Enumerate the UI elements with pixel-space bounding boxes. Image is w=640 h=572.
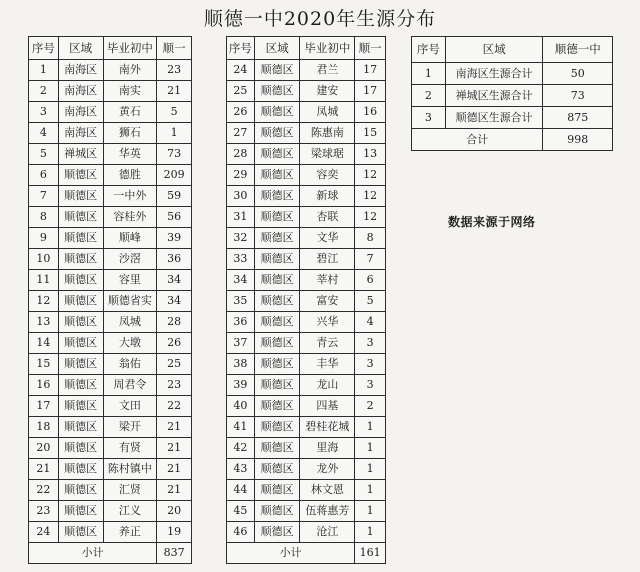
table-cell: 22 (157, 396, 192, 417)
table-row (227, 123, 386, 144)
table-row (29, 102, 192, 123)
table-cell: 13 (355, 144, 386, 165)
table-cell: 2 (412, 85, 446, 107)
table-row (227, 459, 386, 480)
table-row (227, 249, 386, 270)
table-cell: 周君令 (103, 375, 157, 396)
table-cell: 9 (29, 228, 59, 249)
table-cell: 容里 (103, 270, 157, 291)
table-cell: 顺德区 (254, 186, 300, 207)
table-cell: 7 (355, 249, 386, 270)
table-cell: 君兰 (300, 60, 355, 81)
table-cell: 1 (355, 459, 386, 480)
table-cell: 32 (227, 228, 255, 249)
subtotal-row (227, 543, 386, 564)
table-row (29, 375, 192, 396)
table-cell: 10 (29, 249, 59, 270)
table-cell: 40 (227, 396, 255, 417)
table-cell: 27 (227, 123, 255, 144)
table-row (29, 270, 192, 291)
table-cell: 12 (355, 165, 386, 186)
table-cell: 19 (157, 522, 192, 543)
table-cell: 24 (29, 522, 59, 543)
table-cell: 1 (355, 417, 386, 438)
table-cell: 养正 (103, 522, 157, 543)
table-cell: 顺德区 (254, 501, 300, 522)
table-cell: 6 (355, 270, 386, 291)
table-cell: 73 (157, 144, 192, 165)
table-cell: 42 (227, 438, 255, 459)
table-cell: 顺德区 (254, 123, 300, 144)
table-cell: 1 (355, 501, 386, 522)
table-cell: 25 (227, 81, 255, 102)
table-cell: 31 (227, 207, 255, 228)
column-header: 区域 (445, 37, 543, 63)
table-cell: 17 (355, 60, 386, 81)
table-cell: 12 (355, 186, 386, 207)
table-cell: 新球 (300, 186, 355, 207)
table-row (29, 291, 192, 312)
table-cell: 顺德区 (58, 207, 103, 228)
table-cell: 顺德区 (254, 207, 300, 228)
column-header: 顺德一中 (543, 37, 613, 63)
table-cell: 顺德区 (58, 375, 103, 396)
table-cell: 73 (543, 85, 613, 107)
table-cell: 18 (29, 417, 59, 438)
summary-table (411, 36, 613, 151)
table-cell: 青云 (300, 333, 355, 354)
table-cell: 1 (412, 63, 446, 85)
table-row (227, 270, 386, 291)
table-row (29, 312, 192, 333)
table-row (227, 228, 386, 249)
table-cell: 凤城 (300, 102, 355, 123)
table-cell: 21 (157, 417, 192, 438)
table-cell: 22 (29, 480, 59, 501)
table-row (227, 480, 386, 501)
table-cell: 容奕 (300, 165, 355, 186)
table-cell: 38 (227, 354, 255, 375)
table-cell: 一中外 (103, 186, 157, 207)
table-cell: 41 (227, 417, 255, 438)
table-cell: 顺德区 (58, 522, 103, 543)
table-cell: 顺德区 (58, 501, 103, 522)
table-row (227, 81, 386, 102)
table-cell: 45 (227, 501, 255, 522)
table-row (227, 144, 386, 165)
subtotal-row (29, 543, 192, 564)
table-row (29, 144, 192, 165)
table-cell: 顺德区 (254, 354, 300, 375)
column-header: 毕业初中 (103, 37, 157, 60)
table-cell: 南海区 (58, 60, 103, 81)
table-row (227, 438, 386, 459)
table-row (227, 102, 386, 123)
table-cell: 顺德区 (58, 270, 103, 291)
source-note: 数据来源于网络 (448, 215, 536, 229)
table-row (29, 81, 192, 102)
table-cell: 四基 (300, 396, 355, 417)
table-cell: 文华 (300, 228, 355, 249)
table-cell: 875 (543, 107, 613, 129)
table-row (227, 522, 386, 543)
table-cell: 华英 (103, 144, 157, 165)
table-cell: 23 (29, 501, 59, 522)
table-cell: 209 (157, 165, 192, 186)
table-cell: 顺德区 (58, 354, 103, 375)
table-cell: 39 (157, 228, 192, 249)
table-cell: 15 (355, 123, 386, 144)
subtotal-row-value: 837 (157, 543, 192, 564)
table-row (29, 396, 192, 417)
table-cell: 顺德区 (254, 249, 300, 270)
table-cell: 禅城区 (58, 144, 103, 165)
column-header: 顺一 (355, 37, 386, 60)
table-row (227, 60, 386, 81)
table-cell: 44 (227, 480, 255, 501)
table-row (29, 459, 192, 480)
table-cell: 莘村 (300, 270, 355, 291)
table-cell: 碧江 (300, 249, 355, 270)
table-cell: 5 (157, 102, 192, 123)
table-cell: 顺德区 (254, 480, 300, 501)
table-cell: 南海区 (58, 81, 103, 102)
table-cell: 沙滘 (103, 249, 157, 270)
column-header: 序号 (412, 37, 446, 63)
table-cell: 凤城 (103, 312, 157, 333)
table-cell: 南海区生源合计 (445, 63, 543, 85)
table-cell: 33 (227, 249, 255, 270)
subtotal-row-label: 小计 (29, 543, 157, 564)
middle-table (226, 36, 386, 564)
table-cell: 顺德区 (254, 270, 300, 291)
table-cell: 顺德区 (254, 312, 300, 333)
table-row (29, 249, 192, 270)
table-cell: 21 (157, 438, 192, 459)
table-cell: 23 (157, 60, 192, 81)
table-row (29, 186, 192, 207)
table-cell: 顺德区 (58, 438, 103, 459)
table-cell: 34 (157, 270, 192, 291)
table-cell: 2 (29, 81, 59, 102)
table-cell: 1 (355, 438, 386, 459)
table-cell: 梁球琚 (300, 144, 355, 165)
table-cell: 8 (355, 228, 386, 249)
table-cell: 林文恩 (300, 480, 355, 501)
table-cell: 顺德区 (58, 165, 103, 186)
table-row (412, 85, 613, 107)
table-cell: 21 (157, 81, 192, 102)
table-cell: 36 (157, 249, 192, 270)
column-header: 序号 (227, 37, 255, 60)
table-cell: 顺德区 (254, 375, 300, 396)
table-cell: 26 (157, 333, 192, 354)
table-row (227, 354, 386, 375)
table-cell: 南实 (103, 81, 157, 102)
table-row (227, 501, 386, 522)
table-cell: 顺德区 (58, 480, 103, 501)
table-cell: 德胜 (103, 165, 157, 186)
left-table (28, 36, 192, 564)
table-cell: 汇贤 (103, 480, 157, 501)
table-cell: 56 (157, 207, 192, 228)
table-cell: 大墩 (103, 333, 157, 354)
table-cell: 5 (355, 291, 386, 312)
table-cell: 顺德区 (58, 249, 103, 270)
table-row (29, 207, 192, 228)
table-cell: 江义 (103, 501, 157, 522)
table-cell: 36 (227, 312, 255, 333)
table-cell: 南外 (103, 60, 157, 81)
table-cell: 顺德区 (58, 417, 103, 438)
table-cell: 39 (227, 375, 255, 396)
table-cell: 21 (29, 459, 59, 480)
table-row (227, 375, 386, 396)
column-header: 毕业初中 (300, 37, 355, 60)
table-cell: 4 (29, 123, 59, 144)
table-cell: 里海 (300, 438, 355, 459)
column-header: 序号 (29, 37, 59, 60)
table-cell: 杏联 (300, 207, 355, 228)
column-header: 区域 (58, 37, 103, 60)
table-row (412, 107, 613, 129)
table-cell: 20 (157, 501, 192, 522)
table-cell: 狮石 (103, 123, 157, 144)
table-cell: 24 (227, 60, 255, 81)
table-cell: 13 (29, 312, 59, 333)
table-cell: 兴华 (300, 312, 355, 333)
table-row (227, 291, 386, 312)
table-cell: 顺德区 (254, 102, 300, 123)
table-row (29, 333, 192, 354)
table-cell: 建安 (300, 81, 355, 102)
table-row (227, 207, 386, 228)
table-cell: 17 (355, 81, 386, 102)
table-cell: 文田 (103, 396, 157, 417)
column-header: 顺一 (157, 37, 192, 60)
table-row (29, 417, 192, 438)
table-cell: 7 (29, 186, 59, 207)
table-cell: 顺德区 (58, 186, 103, 207)
table-row (227, 312, 386, 333)
table-cell: 顺德区 (58, 459, 103, 480)
table-header-row (412, 37, 613, 63)
table-cell: 伍蒋惠芳 (300, 501, 355, 522)
table-row (227, 165, 386, 186)
table-cell: 16 (29, 375, 59, 396)
table-cell: 6 (29, 165, 59, 186)
table-cell: 顺德区 (254, 81, 300, 102)
table-row (29, 165, 192, 186)
table-cell: 11 (29, 270, 59, 291)
table-cell: 顺德区 (58, 396, 103, 417)
table-row (29, 480, 192, 501)
table-cell: 顺德区 (254, 60, 300, 81)
table-cell: 43 (227, 459, 255, 480)
table-header-row (227, 37, 386, 60)
table-cell: 8 (29, 207, 59, 228)
table-cell: 2 (355, 396, 386, 417)
table-row (29, 438, 192, 459)
table-cell: 梁开 (103, 417, 157, 438)
table-cell: 30 (227, 186, 255, 207)
table-row (227, 186, 386, 207)
table-cell: 顺德省实 (103, 291, 157, 312)
table-row (29, 60, 192, 81)
table-cell: 顺德区 (58, 228, 103, 249)
table-cell: 26 (227, 102, 255, 123)
table-cell: 南海区 (58, 123, 103, 144)
table-cell: 容桂外 (103, 207, 157, 228)
page-title: 顺德一中2020年生源分布 (203, 8, 437, 30)
table-cell: 顺德区 (254, 438, 300, 459)
table-cell: 顺德区 (254, 228, 300, 249)
table-cell: 3 (355, 354, 386, 375)
table-cell: 1 (355, 480, 386, 501)
subtotal-row-value: 161 (355, 543, 386, 564)
table-cell: 顺德区 (254, 165, 300, 186)
total-row-value: 998 (543, 129, 613, 151)
table-cell: 顺德区 (254, 522, 300, 543)
table-cell: 12 (29, 291, 59, 312)
table-row (29, 123, 192, 144)
table-cell: 1 (355, 522, 386, 543)
table-cell: 顺峰 (103, 228, 157, 249)
table-cell: 顺德区 (254, 291, 300, 312)
table-row (29, 501, 192, 522)
table-row (29, 228, 192, 249)
table-cell: 黄石 (103, 102, 157, 123)
table-cell: 28 (157, 312, 192, 333)
table-cell: 34 (157, 291, 192, 312)
table-cell: 50 (543, 63, 613, 85)
table-cell: 禅城区生源合计 (445, 85, 543, 107)
table-cell: 29 (227, 165, 255, 186)
table-cell: 35 (227, 291, 255, 312)
table-cell: 碧桂花城 (300, 417, 355, 438)
table-cell: 1 (29, 60, 59, 81)
table-cell: 1 (157, 123, 192, 144)
table-cell: 23 (157, 375, 192, 396)
subtotal-row-label: 小计 (227, 543, 355, 564)
table-cell: 龙外 (300, 459, 355, 480)
table-cell: 富安 (300, 291, 355, 312)
table-cell: 3 (412, 107, 446, 129)
table-cell: 陈村镇中 (103, 459, 157, 480)
table-cell: 顺德区 (254, 459, 300, 480)
table-row (227, 417, 386, 438)
table-cell: 丰华 (300, 354, 355, 375)
table-cell: 沧江 (300, 522, 355, 543)
table-cell: 28 (227, 144, 255, 165)
table-cell: 顺德区生源合计 (445, 107, 543, 129)
table-cell: 25 (157, 354, 192, 375)
table-cell: 15 (29, 354, 59, 375)
table-cell: 21 (157, 480, 192, 501)
table-cell: 4 (355, 312, 386, 333)
table-cell: 17 (29, 396, 59, 417)
table-cell: 3 (29, 102, 59, 123)
table-cell: 3 (355, 375, 386, 396)
table-cell: 21 (157, 459, 192, 480)
table-cell: 顺德区 (58, 333, 103, 354)
table-cell: 3 (355, 333, 386, 354)
table-cell: 20 (29, 438, 59, 459)
table-cell: 顺德区 (254, 144, 300, 165)
table-cell: 顺德区 (58, 291, 103, 312)
table-cell: 16 (355, 102, 386, 123)
table-cell: 12 (355, 207, 386, 228)
table-row (29, 522, 192, 543)
total-row (412, 129, 613, 151)
table-cell: 顺德区 (254, 417, 300, 438)
table-cell: 顺德区 (58, 312, 103, 333)
table-cell: 46 (227, 522, 255, 543)
table-row (227, 396, 386, 417)
table-cell: 37 (227, 333, 255, 354)
table-cell: 59 (157, 186, 192, 207)
table-cell: 南海区 (58, 102, 103, 123)
table-header-row (29, 37, 192, 60)
table-cell: 龙山 (300, 375, 355, 396)
total-row-label: 合计 (412, 129, 543, 151)
table-cell: 翁佑 (103, 354, 157, 375)
table-row (29, 354, 192, 375)
table-cell: 陈惠南 (300, 123, 355, 144)
table-cell: 5 (29, 144, 59, 165)
table-cell: 34 (227, 270, 255, 291)
column-header: 区域 (254, 37, 300, 60)
table-cell: 14 (29, 333, 59, 354)
table-row (412, 63, 613, 85)
table-cell: 顺德区 (254, 396, 300, 417)
table-cell: 有贤 (103, 438, 157, 459)
table-row (227, 333, 386, 354)
table-cell: 顺德区 (254, 333, 300, 354)
